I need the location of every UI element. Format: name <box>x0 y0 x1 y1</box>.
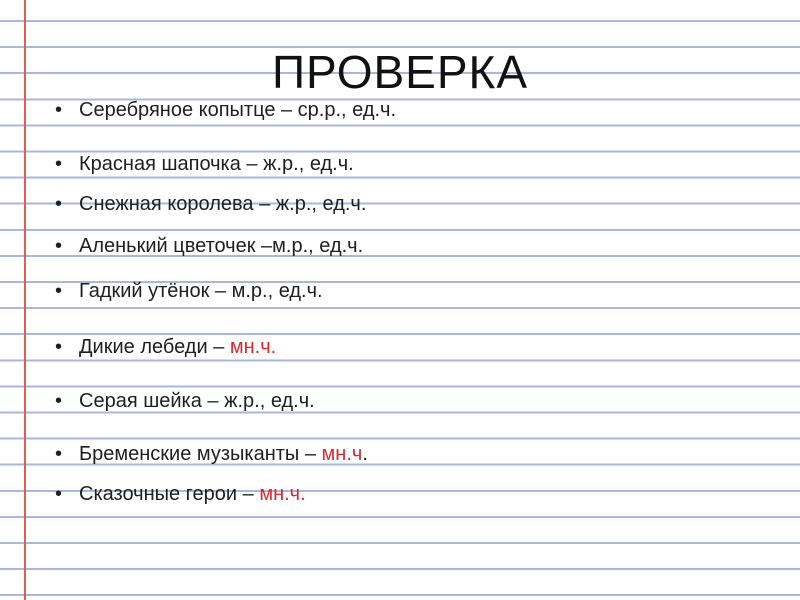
item-suffix: . <box>362 443 368 465</box>
item-prefix: Дикие лебеди – <box>79 336 230 358</box>
item-text <box>79 482 306 506</box>
item-prefix: Бременские музыканты – <box>79 443 322 465</box>
plural-label: мн.ч. <box>229 336 277 358</box>
bullet-icon: • <box>55 443 63 465</box>
plural-label: мн.ч. <box>259 483 306 505</box>
item-text: Гадкий утёнок – м.р., ед.ч. <box>79 280 323 302</box>
bullet-icon: • <box>55 280 63 302</box>
bullet-icon: • <box>55 153 63 175</box>
bullet-icon: • <box>55 99 63 121</box>
bullet-icon: • <box>55 390 63 412</box>
item-text: Красная шапочка – ж.р., ед.ч. <box>79 153 354 175</box>
bullet-icon: • <box>55 235 63 257</box>
bullet-icon: • <box>55 336 63 358</box>
item-prefix: Сказочные герои – <box>79 483 260 505</box>
item-text: Серая шейка – ж.р., ед.ч. <box>79 390 315 412</box>
item-text <box>79 442 368 466</box>
item-text: Аленький цветочек –м.р., ед.ч. <box>79 235 364 257</box>
bullet-icon: • <box>55 483 63 505</box>
slide-title: ПРОВЕРКА <box>271 46 529 98</box>
item-text: Снежная королева – ж.р., ед.ч. <box>79 193 367 215</box>
plural-label: мн.ч <box>321 443 363 465</box>
item-text <box>79 335 276 359</box>
bullet-icon: • <box>55 193 63 215</box>
item-text: Серебряное копытце – ср.р., ед.ч. <box>79 99 397 121</box>
